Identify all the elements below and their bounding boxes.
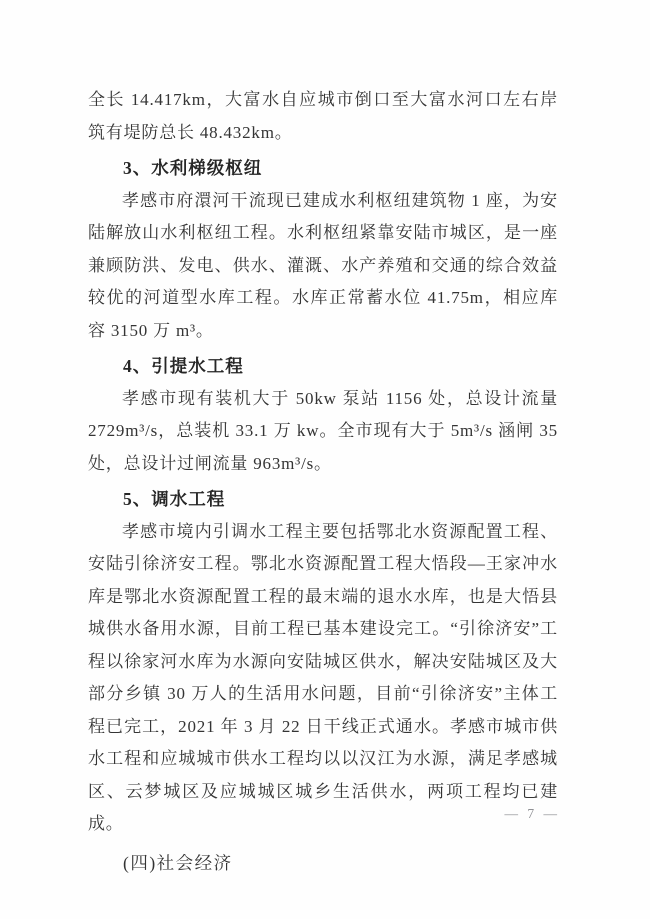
section-heading-3-hydro-cascade: 3、水利梯级枢纽 [123, 158, 263, 178]
paragraph-water-lifting: 孝感市现有装机大于 50kw 泵站 1156 处，总设计流量 2729m³/s，总装机 33.1 万 kw。全市现有大于 5m³/s 涵闸 35 处，总设计过闸流量 963m³/s。 [88, 388, 558, 473]
paragraph-levee-continuation: 全长 14.417km，大富水自应城市倒口至大富水河口左右岸筑有堤防总长 48.432km。 [88, 90, 558, 142]
paragraph-hydro-cascade: 孝感市府澴河干流现已建成水利枢纽建筑物 1 座，为安陆解放山水利枢纽工程。水利枢纽紧靠安陆市城区，是一座兼顾防洪、发电、供水、灌溉、水产养殖和交通的综合效益较优的河道型水库工程。水库正常蓄水位 41.75m，相应库容 3150 万 m³。 [88, 190, 558, 340]
section-heading-social-economy: (四)社会经济 [123, 852, 233, 873]
section-heading-5-water-diversion: 5、调水工程 [123, 489, 226, 509]
page-number: — 7 — [504, 806, 560, 821]
section-heading-4-water-lifting: 4、引提水工程 [123, 356, 244, 376]
document-body [88, 84, 558, 879]
paragraph-water-diversion: 孝感市境内引调水工程主要包括鄂北水资源配置工程、安陆引徐济安工程。鄂北水资源配置工程大悟段—王家冲水库是鄂北水资源配置工程的最末端的退水水库，也是大悟县城供水备用水源，目前工程已基本建设完工。“引徐济安”工程以徐家河水库为水源向安陆城区供水，解决安陆城区及大部分乡镇 30 万人的生活用水问题，目前“引徐济安”主体工程已完工，2021 年 3 月 22 日干线正式通水。孝感市城市供水工程和应城城市供水工程均以以汉江为水源，满足孝感城区、云梦城区及应城城区城乡生活供水，两项工程均已建成。 [88, 521, 558, 833]
